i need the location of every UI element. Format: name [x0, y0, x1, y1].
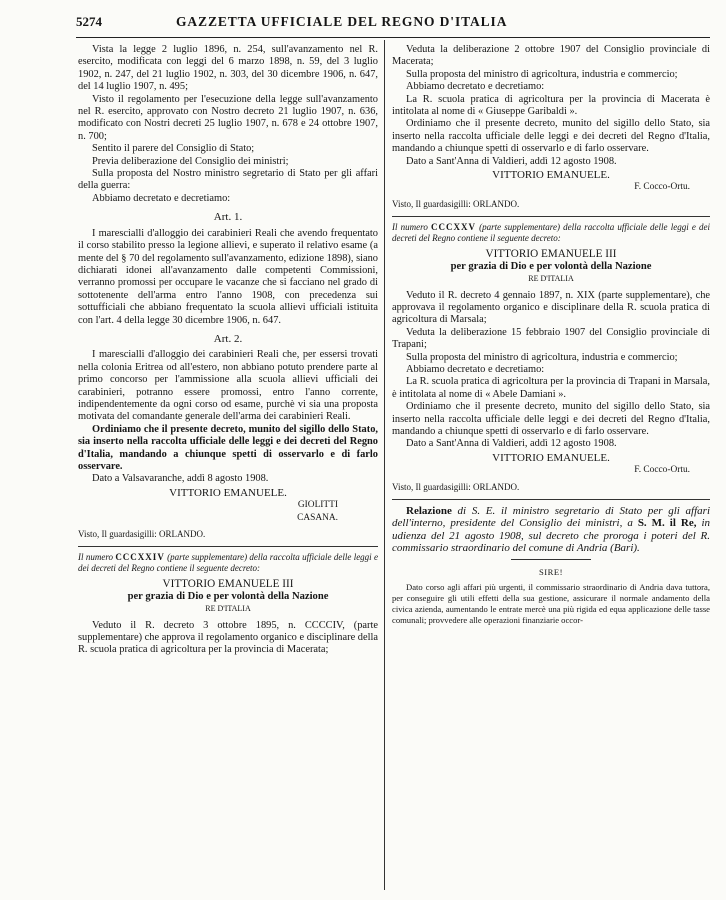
left-column — [78, 44, 378, 657]
section-rule — [392, 216, 710, 217]
relazione-part-b: di S. E. il ministro segretario di Stato per gli affari dell'interno, presidente del Consiglio dei ministri, a — [392, 505, 711, 530]
relazione-body: Dato corso agli affari più urgenti, il commissario straordinario di Andria dava tuttora, per conseguire gli utili effetti della sua gestione, assicurare il normale andamento della civica azienda, aumentando le entrate mercè una più rigida ed equa applicazione delle tasse comunali; provvedere alle operazioni finanziarie occor- — [392, 582, 710, 626]
preamble-decretiamo: Abbiamo decretato e decretiamo: — [92, 192, 231, 204]
numero-text: (parte supplementare) della raccolta ufficiale delle leggi e dei decreti del Regno contiene il seguente decreto: — [392, 222, 710, 244]
macerata-ordiniamo: Ordiniamo che il presente decreto, munito del sigillo dello Stato, sia inserto nella raccolta ufficiale delle leggi e dei decreti del Regno d'Italia, mandando a chiunque spetti di osservarlo e di farlo osservare. — [392, 118, 710, 155]
article-2-title: Art. 2. — [213, 332, 243, 345]
visto-guardasigilli: Visto, Il guardasigilli: ORLANDO. — [392, 198, 520, 209]
king-signature: VITTORIO EMANUELE. — [492, 169, 610, 182]
signature-giolitti: GIOLITTI — [297, 500, 338, 511]
king-signature: VITTORIO EMANUELE. — [169, 486, 287, 499]
re-italia: RE D'ITALIA — [205, 604, 251, 614]
macerata-proposta: Sulla proposta del ministro di agricoltura, industria e commercio; — [406, 68, 678, 80]
king-title: VITTORIO EMANUELE III — [485, 248, 617, 261]
page-header — [76, 14, 706, 36]
marsala-decretiamo: Abbiamo decretato e decretiamo: — [406, 363, 545, 375]
marsala-ordiniamo: Ordiniamo che il presente decreto, munito del sigillo dello Stato, sia inserto nella raccolta ufficiale delle leggi e dei decreti del Regno d'Italia, mandando a chiunque spetti di osservarlo e di farlo osservare. — [392, 401, 710, 437]
macerata-dato: Dato a Sant'Anna di Valdieri, addì 12 agosto 1908. — [406, 155, 617, 167]
short-rule — [511, 559, 591, 560]
numero-text: (parte supplementare) della raccolta ufficiale delle leggi e dei decreti del Regno contiene il seguente decreto: — [78, 552, 379, 574]
macerata-intitolata: La R. scuola pratica di agricoltura per la provincia di Macerata è intitolata al nome di « Giuseppe Garibaldi ». — [392, 93, 710, 118]
grazia-line: per grazia di Dio e per volontà della Nazione — [127, 590, 329, 602]
king-title: VITTORIO EMANUELE III — [162, 578, 294, 591]
preamble-regolamento: Visto il regolamento per l'esecuzione della legge sull'avanzamento nel R. esercito, approvato con Nostro decreto 21 luglio 1907, n. 636, modificato con Nostri decreti 25 luglio 1907, n. 678 e 24 ottobre 1907, n. 700; — [78, 93, 378, 142]
numero-roman: CCCXXV — [430, 222, 476, 233]
marsala-deliberazione: Veduta la deliberazione 15 febbraio 1907 del Consiglio provinciale di Trapani; — [392, 326, 710, 351]
marsala-veduto: Veduto il R. decreto 4 gennaio 1897, n. XIX (parte supplementare), che approvava il regolamento organico e disciplinare della R. scuola pratica di agricoltura di Marsala; — [392, 289, 710, 326]
re-italia: RE D'ITALIA — [528, 274, 574, 284]
page-number: 5274 — [76, 14, 102, 29]
dato-line: Dato a Valsavaranche, addì 8 agosto 1908. — [92, 473, 269, 485]
macerata-deliberazione: Veduta la deliberazione 2 ottobre 1907 del Consiglio provinciale di Macerata; — [392, 44, 710, 68]
marsala-proposta: Sulla proposta del ministro di agricoltura, industria e commercio; — [406, 351, 678, 363]
decree-veduto: Veduto il R. decreto 3 ottobre 1895, n. CCCCIV, (parte supplementare) che approva il regolamento organico e disciplinare della R. scuola pratica di agricoltura per la provincia di Macerata; — [78, 619, 378, 656]
gazette-title: GAZZETTA UFFICIALE DEL REGNO D'ITALIA — [176, 14, 508, 29]
grazia-line: per grazia di Dio e per volontà della Nazione — [450, 260, 652, 272]
preamble-legge: Vista la legge 2 luglio 1896, n. 254, sull'avanzamento nel R. esercito, modificata con leggi del 6 marzo 1898, n. 59, del 3 luglio 1902, n. 247, del 21 luglio 1902, n. 303, del 30 dicembre 1906, n. 647, del 14 luglio 1907, n. 495; — [78, 44, 378, 93]
signature-cocco-ortu: F. Cocco-Ortu. — [634, 182, 690, 193]
section-rule — [392, 499, 710, 500]
preamble-deliberazione: Previa deliberazione del Consiglio dei ministri; — [92, 155, 289, 167]
numero-prefix: Il numero — [392, 222, 428, 233]
article-1-text: I marescialli d'alloggio dei carabinieri Reali che avendo frequentato il corso stabilito presso la legione allievi, e superato il relativo esame (a mente del § 70 del regolamento sull'avanzamento, edizione 1898), siano dichiarati idonei all'avanzamento dalle competenti Commissioni, verranno promossi per occupare le vacanze che si facciano nel grado di sottotenente dell'arma entro l'anno 1908, con precedenza sui sottufficiali che abbiano frequentato la scuola allievi ufficiali istituita con l'art. 4 della legge 30 dicembre 1906, n. 647. — [78, 227, 378, 326]
relazione-heading — [392, 505, 710, 555]
article-1-title: Art. 1. — [213, 211, 243, 224]
marsala-dato: Dato a Sant'Anna di Valdieri, addì 12 agosto 1908. — [406, 438, 617, 450]
macerata-decretiamo: Abbiamo decretato e decretiamo: — [406, 81, 545, 93]
signature-casana: CASANA. — [297, 512, 338, 523]
signature-cocco-ortu: F. Cocco-Ortu. — [634, 465, 690, 476]
preamble-consiglio-stato: Sentito il parere del Consiglio di Stato; — [92, 143, 255, 155]
king-signature: VITTORIO EMANUELE. — [492, 451, 610, 464]
numero-notice — [392, 222, 710, 244]
preamble-proposta: Sulla proposta del Nostro ministro segretario di Stato per gli affari della guerra: — [78, 168, 378, 192]
header-rule — [76, 37, 710, 38]
right-column — [392, 44, 710, 626]
numero-roman: CCCXXIV — [115, 552, 165, 563]
visto-guardasigilli: Visto, Il guardasigilli: ORLANDO. — [78, 529, 206, 540]
numero-prefix: Il numero — [78, 552, 113, 563]
article-2-text: I marescialli d'alloggio dei carabinieri Reali che, per essersi trovati nella colonia Eritrea od all'estero, non abbiano potuto prendere parte al primo concorso per l'ammissione alla scuola allievi ufficiali dei carabinieri, potranno essere promossi, entro l'anno corrente, indipendentemente da ogni corso od esame, purchè vi sia una proposta motivata del comandante generale dell'arma dei carabinieri Reali. — [78, 349, 378, 423]
relazione-part-d: in udienza del 21 agosto 1908, sul decreto che proroga i poteri del R. commissario straordinario del comune di Andria (Bari). — [392, 517, 710, 555]
relazione-word: Relazione — [406, 505, 452, 517]
ordiniamo-paragraph: Ordiniamo che il presente decreto, munito del sigillo dello Stato, sia inserto nella raccolta ufficiale delle leggi e dei decreti del Regno d'Italia, mandando a chiunque spetti di osservarlo e di farlo osservare. — [78, 423, 378, 472]
section-rule — [78, 546, 378, 547]
visto-guardasigilli: Visto, Il guardasigilli: ORLANDO. — [392, 481, 520, 492]
sire-salutation: SIRE! — [539, 566, 563, 577]
numero-notice — [78, 552, 378, 574]
relazione-re: S. M. il Re, — [637, 517, 697, 530]
marsala-intitolata: La R. scuola pratica di agricoltura per la provincia di Trapani in Marsala, è intitolata al nome di « Abele Damiani ». — [392, 376, 710, 400]
column-divider — [384, 40, 385, 890]
